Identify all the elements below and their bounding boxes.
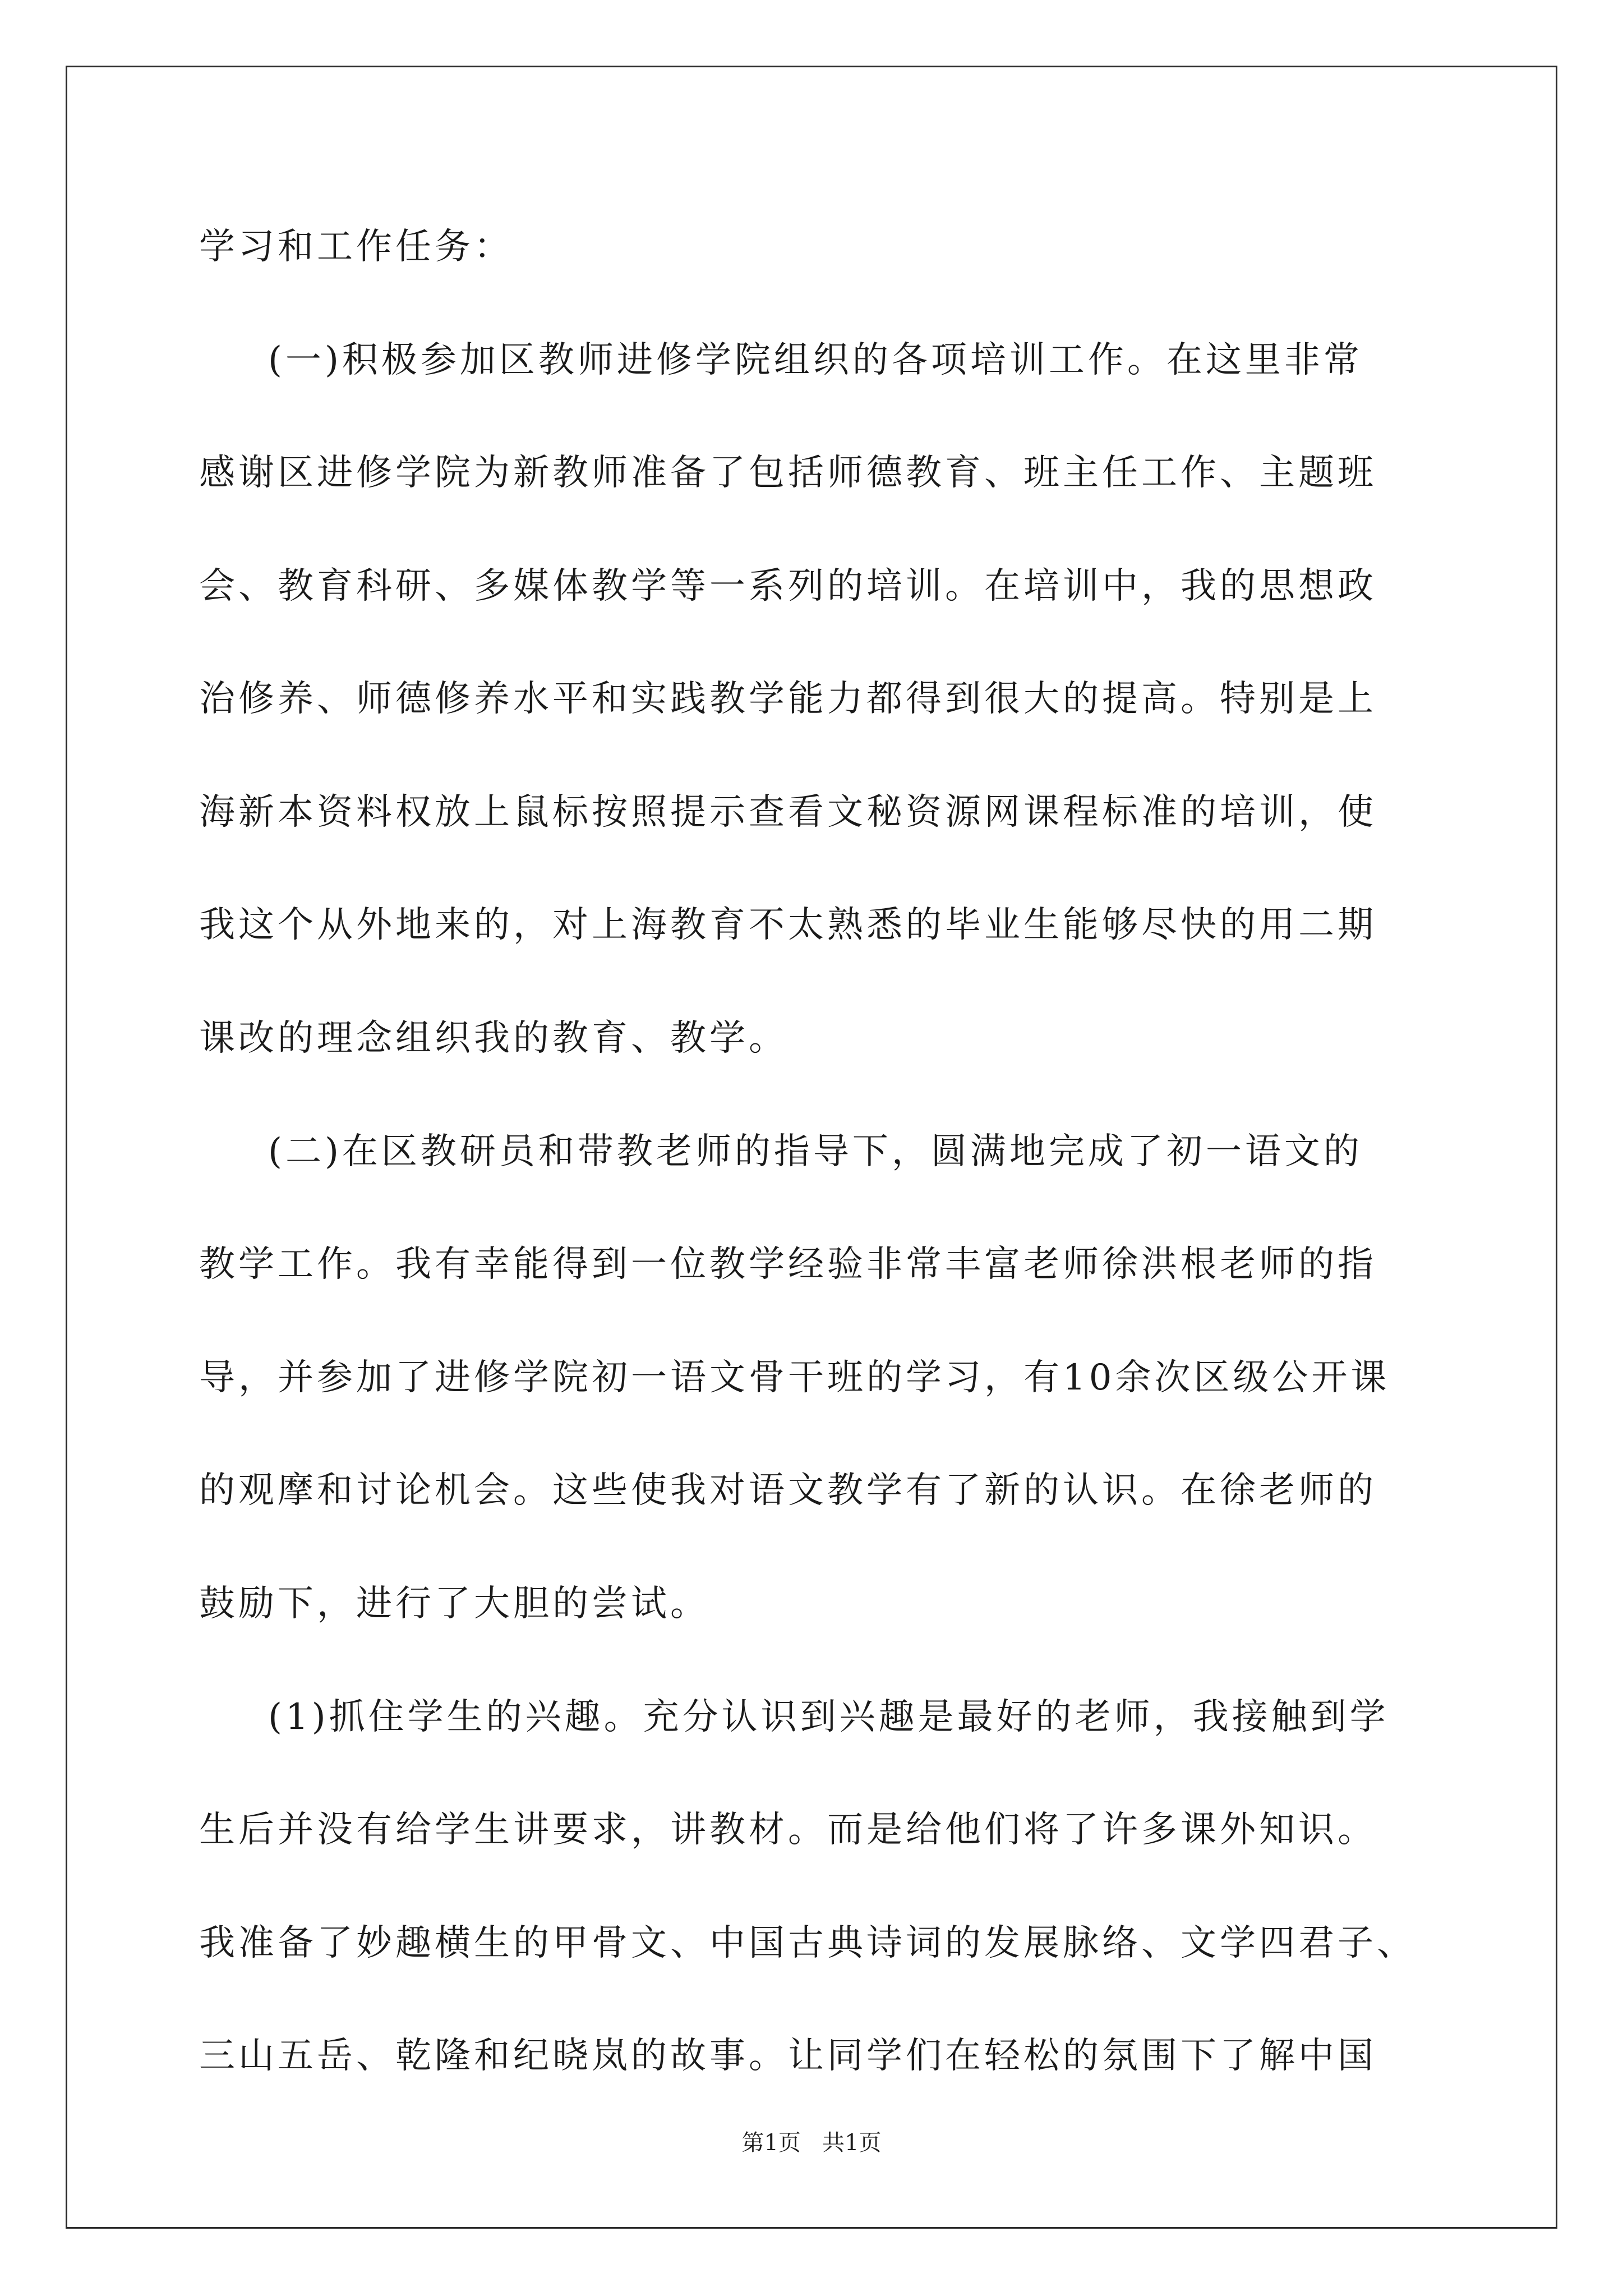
text-line: 的观摩和讨论机会。这些使我对语文教学有了新的认识。在徐老师的 — [199, 1470, 1377, 1511]
text-line: 三山五岳、乾隆和纪晓岚的故事。让同学们在轻松的氛围下了解中国 — [199, 2035, 1377, 2077]
text-line: 我这个从外地来的，对上海教育不太熟悉的毕业生能够尽快的用二期 — [199, 904, 1377, 946]
text-line: 我准备了妙趣横生的甲骨文、中国古典诗词的发展脉络、文学四君子、 — [199, 1922, 1416, 1964]
text-line: 治修养、师德修养水平和实践教学能力都得到很大的提高。特别是上 — [199, 678, 1377, 720]
text-line: 生后并没有给学生讲要求，讲教材。而是给他们将了许多课外知识。 — [199, 1809, 1377, 1851]
text-line: 会、教育科研、多媒体教学等一系列的培训。在培训中，我的思想政 — [199, 565, 1377, 607]
page-footer: 第1页 共1页 — [741, 2130, 882, 2156]
text-line: 教学工作。我有幸能得到一位教学经验非常丰富老师徐洪根老师的指 — [199, 1244, 1377, 1285]
text-line: (1)抓住学生的兴趣。充分认识到兴趣是最好的老师，我接触到学 — [268, 1696, 1389, 1738]
text-line: 感谢区进修学院为新教师准备了包括师德教育、班主任工作、主题班 — [199, 452, 1377, 494]
text-line: (一)积极参加区教师进修学院组织的各项培训工作。在这里非常 — [268, 339, 1363, 381]
text-line: 鼓励下，进行了大胆的尝试。 — [199, 1583, 709, 1625]
text-line: 学习和工作任务： — [199, 226, 513, 268]
text-line: (二)在区教研员和带教老师的指导下，圆满地完成了初一语文的 — [268, 1131, 1363, 1172]
text-line: 导，并参加了进修学院初一语文骨干班的学习，有10余次区级公开课 — [199, 1357, 1390, 1398]
text-line: 海新本资料权放上鼠标按照提示查看文秘资源网课程标准的培训，使 — [199, 792, 1377, 833]
text-line: 课改的理念组织我的教育、教学。 — [199, 1018, 788, 1059]
